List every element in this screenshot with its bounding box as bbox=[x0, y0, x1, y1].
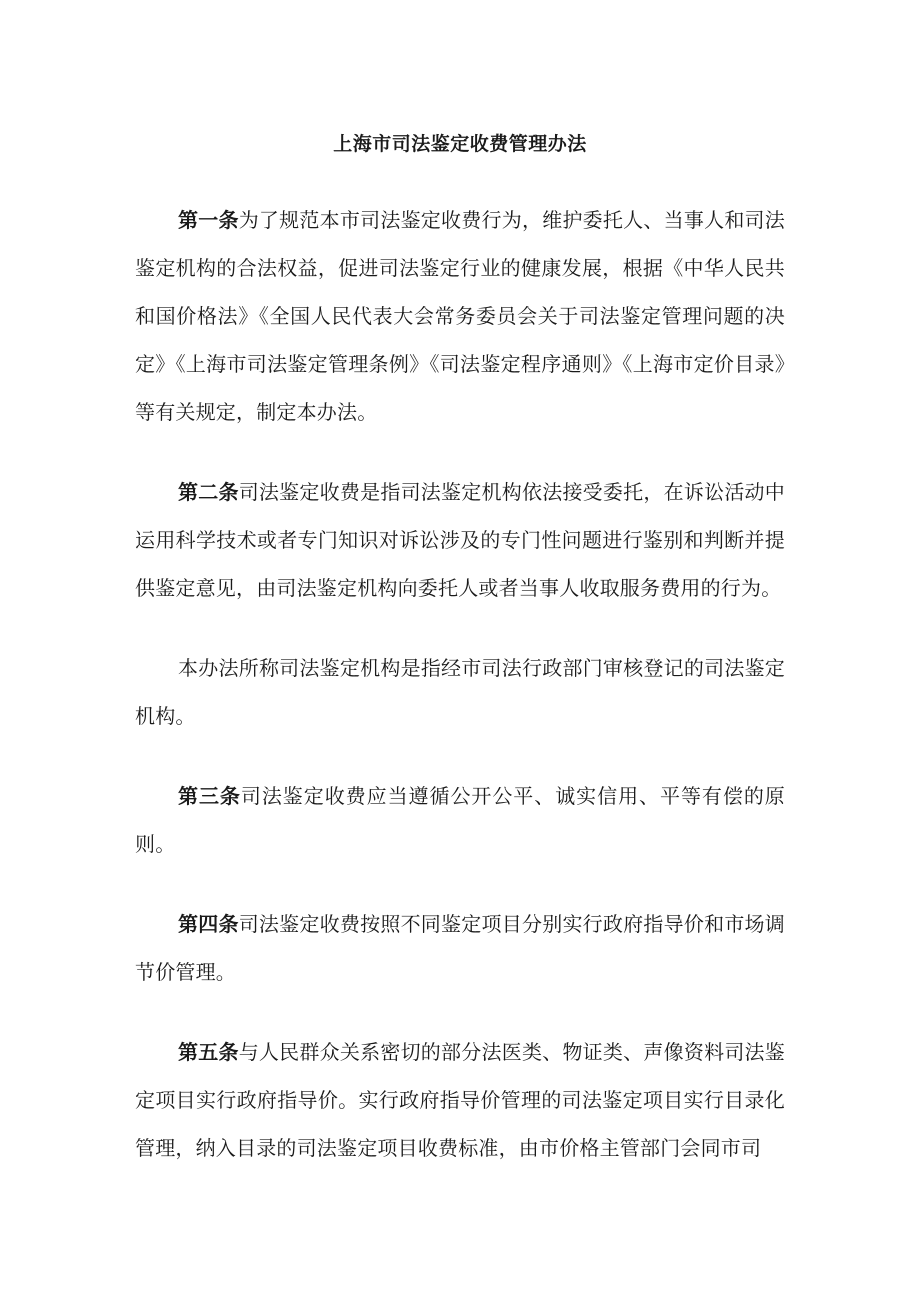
article-1-paragraph bbox=[135, 196, 785, 436]
article-number: 第二条 bbox=[178, 480, 239, 504]
article-number: 第一条 bbox=[178, 208, 239, 232]
article-text: 司法鉴定收费按照不同鉴定项目分别实行政府指导价和市场调节价管理。 bbox=[135, 912, 785, 984]
article-text: 司法鉴定收费是指司法鉴定机构依法接受委托，在诉讼活动中运用科学技术或者专门知识对诉讼涉及的专门性问题进行鉴别和判断并提供鉴定意见，由司法鉴定机构向委托人或者当事人收取服务费用的行为。 bbox=[135, 480, 785, 600]
article-4-paragraph bbox=[135, 900, 785, 996]
article-text: 与人民群众关系密切的部分法医类、物证类、声像资料司法鉴定项目实行政府指导价。实行政府指导价管理的司法鉴定项目实行目录化管理，纳入目录的司法鉴定项目收费标准，由市价格主管部门会同市司 bbox=[135, 1040, 785, 1160]
document-body bbox=[135, 196, 785, 1204]
article-text: 司法鉴定收费应当遵循公开公平、诚实信用、平等有偿的原则。 bbox=[135, 784, 785, 856]
paragraph-text: 本办法所称司法鉴定机构是指经市司法行政部门审核登记的司法鉴定机构。 bbox=[135, 656, 785, 728]
article-number: 第四条 bbox=[178, 912, 239, 936]
article-5-paragraph bbox=[135, 1028, 785, 1172]
article-3-paragraph bbox=[135, 772, 785, 868]
article-number: 第三条 bbox=[178, 784, 241, 808]
article-2-paragraph bbox=[135, 468, 785, 612]
article-2-sub-paragraph bbox=[135, 644, 785, 740]
article-number: 第五条 bbox=[178, 1040, 239, 1064]
article-text: 为了规范本市司法鉴定收费行为，维护委托人、当事人和司法鉴定机构的合法权益，促进司法鉴定行业的健康发展，根据《中华人民共和国价格法》《全国人民代表大会常务委员会关于司法鉴定管理问题的决定》《上海市司法鉴定管理条例》《司法鉴定程序通则》《上海市定价目录》等有关规定，制定本办法。 bbox=[135, 208, 785, 424]
document-title: 上海市司法鉴定收费管理办法 bbox=[333, 133, 587, 155]
